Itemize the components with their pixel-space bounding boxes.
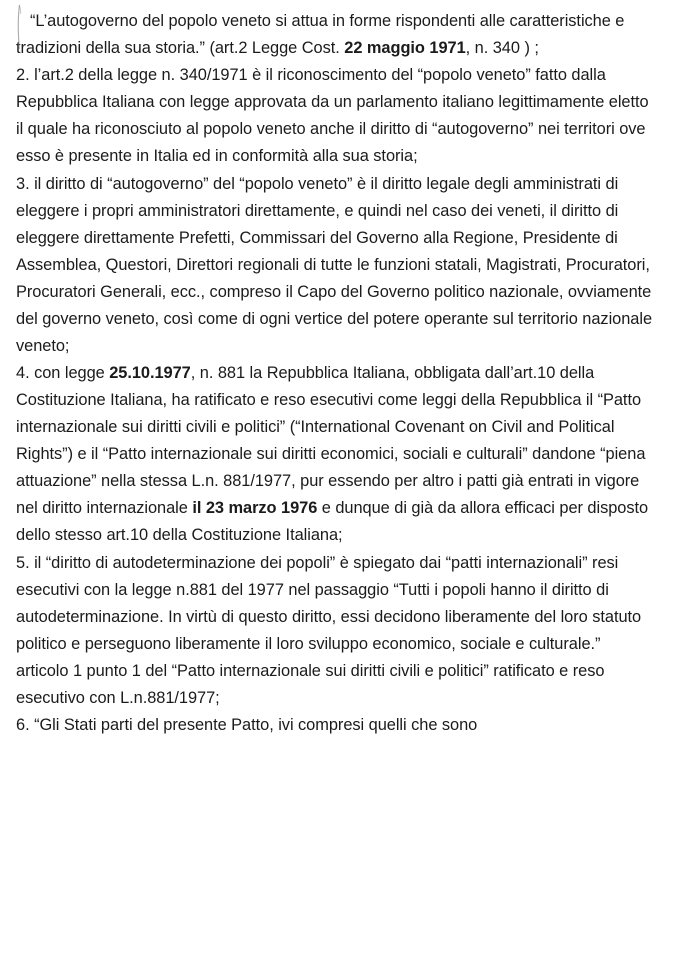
paragraph-item-4 <box>16 360 653 549</box>
paragraph-item-2 <box>16 62 653 170</box>
emphasis-text: 22 maggio 1971 <box>344 38 466 57</box>
paragraph-item-5 <box>16 550 653 712</box>
body-text: “L’autogoverno del popolo veneto si attua in forme rispondenti alle caratteristiche e tradizioni della sua storia.” (art.2 Legge Cost. <box>16 12 625 57</box>
body-text: 3. il diritto di “autogoverno” del “popolo veneto” è il diritto legale degli amministrati di eleggere i propri amministratori direttamente, e quindi nel caso dei veneti, il diritto di eleggere direttamente Prefetti, Commissari del Governo alla Regione, Presidente di Assemblea, Questori, Direttori regionali di tutte le funzioni statali, Magistrati, Procuratori, Procuratori Generali, ecc., compreso il Capo del Governo politico nazionale, ovviamente del governo veneto, così come di ogni vertice del potere operante sul territorio nazionale veneto; <box>16 174 653 355</box>
body-text: e dunque di già da allora efficaci per disposto dello stesso art.10 della Costituzione Italiana; <box>16 499 649 545</box>
body-text: , n. 881 la Repubblica Italiana, obbligata dall’art.10 della Costituzione Italiana, ha ratificato e reso esecutivi come leggi della Repubblica il “Patto internazionale sui diritti civili e politici” (“International Covenant on Civil and Political Rights”) e il “Patto internazionale sui diritti economici, sociali e culturali” dandone “piena attuazione” nella stessa L.n. 881/1977, pur essendo per altro i patti già entrati in vigore nel diritto internazionale <box>16 364 646 518</box>
paragraph-quote-autogoverno <box>16 8 653 62</box>
paragraph-item-6 <box>16 712 653 739</box>
body-text: , n. 340 ) ; <box>465 38 539 57</box>
body-text: 2. l’art.2 della legge n. 340/1971 è il riconoscimento del “popolo veneto” fatto dalla Repubblica Italiana con legge approvata da un parlamento italiano legittimamente eletto il quale ha riconosciuto al popolo veneto anche il diritto di “autogoverno” nei territori ove esso è presente in Italia ed in conformità alla sua storia; <box>16 66 649 166</box>
emphasis-text: 25.10.1977 <box>109 364 191 383</box>
body-text: 4. con legge <box>16 364 110 383</box>
body-text: 6. “Gli Stati parti del presente Patto, ivi compresi quelli che sono <box>16 716 478 735</box>
document-text-body <box>16 8 653 739</box>
emphasis-text: il 23 marzo 1976 <box>192 499 318 518</box>
body-text: 5. il “diritto di autodeterminazione dei popoli” è spiegato dai “patti internazionali” resi esecutivi con la legge n.881 del 1977 nel passaggio “Tutti i popoli hanno il diritto di autodeterminazione. In virtù di questo diritto, essi decidono liberamente del loro statuto politico e perseguono liberamente il loro sviluppo economico, sociale e culturale.” articolo 1 punto 1 del “Patto internazionale sui diritti civili e politici” ratificato e reso esecutivo con L.n.881/1977; <box>16 553 642 707</box>
paragraph-item-3 <box>16 171 653 360</box>
